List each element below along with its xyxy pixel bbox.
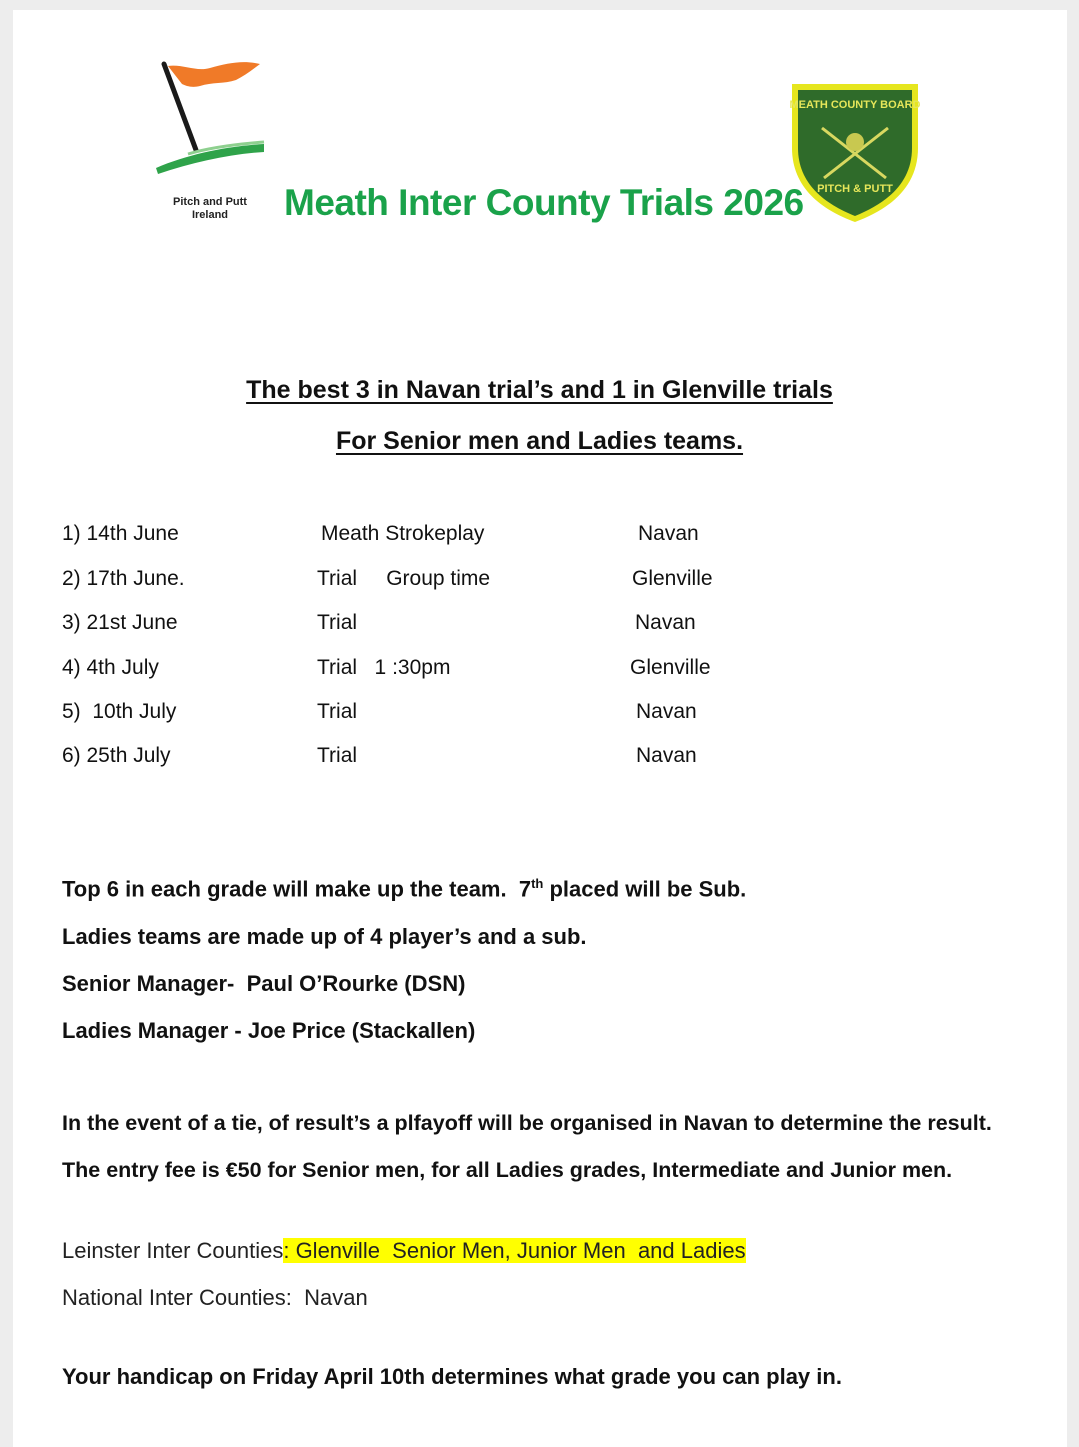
schedule-venue: Navan: [636, 744, 697, 767]
ladies-teams-text: Ladies teams are made up of 4 player’s and a sub.: [62, 924, 587, 949]
schedule-event: Trial Group time: [317, 567, 491, 590]
heading-teams: [0, 427, 1079, 456]
schedule-venue: Glenville: [630, 656, 711, 679]
meath-county-board-crest: [788, 78, 922, 224]
schedule-event: Meath Strokeplay: [321, 522, 485, 545]
top6-sup: th: [531, 876, 544, 891]
schedule-venue: Navan: [636, 700, 697, 723]
schedule-date: 6) 25th July: [62, 744, 171, 767]
crest-top-text: MEATH COUNTY BOARD: [789, 99, 921, 111]
schedule-venue: Navan: [638, 522, 699, 545]
heading-best-trials: [0, 376, 1079, 405]
ppi-caption-line2: Ireland: [191, 209, 229, 221]
top6-text: [62, 876, 746, 902]
top6-before: Top 6 in each grade will make up the team. 7: [62, 876, 532, 902]
handicap-text: Your handicap on Friday April 10th determines what grade you can play in.: [62, 1364, 842, 1389]
page-title: Meath Inter County Trials 2026: [284, 182, 804, 223]
leinster-label: Leinster Inter Counties: [62, 1238, 284, 1263]
ppi-caption-line1: Pitch and Putt: [173, 196, 247, 208]
national-text: National Inter Counties: Navan: [62, 1285, 368, 1310]
top6-after: placed will be Sub.: [543, 876, 747, 902]
entry-fee-text: The entry fee is €50 for Senior men, for all Ladies grades, Intermediate and Junior men.: [62, 1158, 953, 1182]
senior-manager-text: Senior Manager- Paul O’Rourke (DSN): [62, 971, 466, 996]
crest-bottom-text: PITCH & PUTT: [817, 183, 893, 195]
schedule-event: Trial: [317, 611, 358, 634]
schedule-date: 3) 21st June: [62, 611, 178, 634]
schedule-event: Trial 1 :30pm: [317, 656, 451, 679]
schedule-venue: Glenville: [632, 567, 713, 590]
tie-text: In the event of a tie, of result’s a plfayoff will be organised in Navan to determine the result.: [62, 1111, 992, 1135]
schedule-event: Trial: [317, 744, 358, 767]
ppi-caption: [148, 196, 272, 222]
heading-line1: The best 3 in Navan trial’s and 1 in Glenville trials: [246, 376, 833, 404]
schedule-venue: Navan: [635, 611, 696, 634]
schedule-event: Trial: [317, 700, 358, 723]
schedule-date: 4) 4th July: [62, 656, 159, 679]
leinster-value: : Glenville Senior Men, Junior Men and Ladies: [283, 1238, 746, 1263]
schedule-date: 5) 10th July: [62, 700, 177, 723]
schedule-date: 2) 17th June.: [62, 567, 185, 590]
heading-line2: For Senior men and Ladies teams.: [335, 427, 744, 455]
schedule-date: 1) 14th June: [62, 522, 179, 545]
leinster-text: [62, 1238, 746, 1264]
ladies-manager-text: Ladies Manager - Joe Price (Stackallen): [62, 1018, 476, 1043]
